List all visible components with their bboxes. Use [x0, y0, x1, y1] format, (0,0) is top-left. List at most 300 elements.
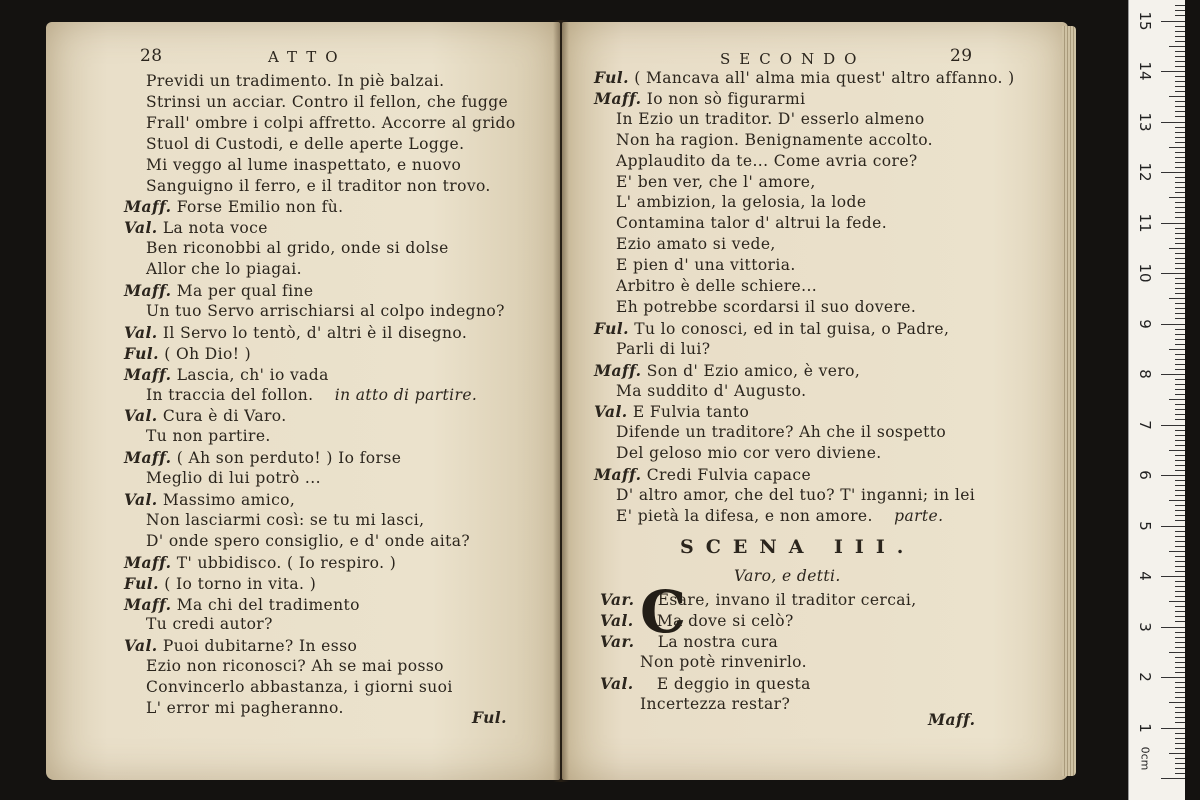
ruler-tick — [1175, 455, 1185, 456]
ruler-tick — [1175, 768, 1185, 769]
ruler-tick — [1175, 667, 1185, 668]
text-line — [616, 340, 710, 358]
speaker-label: Maff. — [124, 448, 172, 468]
speaker-label: Val. — [594, 402, 628, 422]
ruler-tick — [1175, 303, 1185, 304]
ruler-label: 13 — [1136, 111, 1154, 132]
ruler-tick — [1175, 364, 1185, 365]
ruler-tick — [1175, 758, 1185, 759]
ruler-tick — [1175, 566, 1185, 567]
ruler-tick — [1175, 61, 1185, 62]
ruler-tick — [1175, 233, 1185, 234]
text-line — [146, 678, 453, 696]
ruler-tick — [1175, 465, 1185, 466]
verse-text: Contamina talor d' altrui la fede. — [616, 214, 888, 233]
verse-text: Puoi dubitarne? In esso — [162, 637, 358, 656]
verse-text: Ma per qual fine — [176, 282, 314, 300]
ruler-tick — [1175, 647, 1185, 648]
ruler-tick — [1175, 707, 1185, 708]
right-page-number: 29 — [950, 46, 973, 66]
speaker-label: Var. — [600, 631, 635, 651]
scene-characters: Varo, e detti. — [734, 567, 841, 585]
verse-text: Allor che lo piagai. — [146, 260, 302, 279]
ruler-tick — [1175, 445, 1185, 446]
ruler-tick — [1161, 778, 1185, 779]
text-line — [146, 177, 491, 195]
ruler-tick — [1169, 298, 1185, 299]
ruler-label: 2 — [1136, 672, 1154, 682]
ruler-tick — [1175, 430, 1185, 431]
verse-text: Frall' ombre i colpi affretto. Accorre al grido — [146, 113, 516, 132]
ruler-tick — [1175, 409, 1185, 410]
page-edges — [1062, 26, 1076, 776]
ruler-tick — [1175, 263, 1185, 264]
ruler-tick — [1175, 697, 1185, 698]
speaker-label: Maff. — [594, 360, 642, 380]
verse-text: Non potè rinvenirlo. — [640, 652, 807, 671]
ruler-tick — [1175, 258, 1185, 259]
ruler-tick — [1175, 187, 1185, 188]
speaker-label: Val. — [124, 636, 158, 656]
ruler-tick — [1175, 541, 1185, 542]
text-line — [622, 695, 790, 713]
text-line — [600, 632, 778, 651]
verse-text: D' onde spero consiglio, e d' onde aita? — [146, 531, 471, 550]
ruler-tick — [1161, 324, 1185, 325]
ruler-tick — [1175, 748, 1185, 749]
measurement-ruler — [1128, 0, 1185, 800]
ruler-tick — [1175, 414, 1185, 415]
speaker-label: Val. — [124, 322, 158, 342]
ruler-tick — [1175, 672, 1185, 673]
ruler-tick — [1169, 753, 1185, 754]
ruler-tick — [1175, 682, 1185, 683]
ruler-tick — [1175, 712, 1185, 713]
speaker-label: Ful. — [594, 68, 629, 87]
ruler-tick — [1169, 96, 1185, 97]
ruler-tick — [1161, 122, 1185, 123]
ruler-tick — [1161, 677, 1185, 678]
stage-direction: in atto di partire. — [313, 385, 478, 404]
ruler-label: 10 — [1136, 263, 1154, 283]
verse-text: In traccia del follon. — [146, 385, 314, 404]
ruler-tick — [1175, 743, 1185, 744]
ruler-tick — [1175, 288, 1185, 289]
verse-text: Applaudito da te... Come avria core? — [616, 151, 918, 170]
verse-text: Ma suddito d' Augusto. — [616, 381, 807, 400]
ruler-tick — [1169, 399, 1185, 400]
verse-text: Convincerlo abbastanza, i giorni suoi — [146, 678, 453, 697]
ruler-tick — [1169, 652, 1185, 653]
text-line — [616, 444, 882, 462]
speaker-label: Val. — [124, 218, 158, 238]
verse-text: Credi Fulvia capace — [646, 466, 812, 485]
ruler-tick — [1161, 728, 1185, 729]
text-line — [146, 239, 449, 257]
ruler-tick — [1175, 531, 1185, 532]
text-line — [124, 344, 251, 363]
verse-text: Parli di lui? — [616, 339, 711, 358]
verse-text: ( Mancava all' alma mia quest' altro affanno. ) — [634, 69, 1015, 87]
ruler-tick — [1175, 616, 1185, 617]
ruler-tick — [1175, 586, 1185, 587]
speaker-label: Maff. — [594, 88, 642, 108]
ruler-tick — [1175, 662, 1185, 663]
verse-text: Tu non partire. — [146, 427, 271, 446]
ruler-tick — [1175, 10, 1185, 11]
verse-text: Ezio non riconosci? Ah se mai posso — [146, 657, 444, 676]
text-line — [124, 553, 396, 572]
ruler-tick — [1175, 81, 1185, 82]
text-line — [124, 281, 313, 300]
verse-text: Sanguigno il ferro, e il traditor non trovo. — [146, 176, 491, 195]
right-catchword: Maff. — [928, 710, 976, 729]
text-line — [124, 365, 329, 384]
verse-text: Forse Emilio non fù. — [176, 198, 344, 217]
ruler-tick — [1169, 551, 1185, 552]
text-line — [146, 657, 444, 675]
text-line — [146, 302, 505, 320]
verse-text: La nota voce — [162, 219, 268, 238]
speaker-label: Maff. — [124, 281, 172, 300]
text-line — [146, 511, 424, 529]
ruler-tick — [1175, 733, 1185, 734]
ruler-tick — [1175, 505, 1185, 506]
ruler-label: 7 — [1136, 419, 1154, 430]
scene-title: SCENA III. — [680, 536, 916, 558]
ruler-tick — [1175, 546, 1185, 547]
text-line — [124, 406, 287, 425]
left-running-header: ATTO — [268, 48, 347, 66]
text-line — [124, 323, 467, 342]
verse-text: ( Oh Dio! ) — [164, 344, 252, 363]
ruler-label: 12 — [1136, 162, 1154, 182]
ruler-tick — [1175, 354, 1185, 355]
text-line — [124, 636, 357, 655]
ruler-tick — [1175, 76, 1185, 77]
ruler-tick — [1175, 162, 1185, 163]
ruler-tick — [1175, 253, 1185, 254]
verse-text: La nostra cura — [657, 632, 779, 651]
text-line — [124, 595, 360, 614]
ruler-label: 14 — [1136, 61, 1154, 81]
ruler-tick — [1175, 26, 1185, 27]
ruler-tick — [1175, 142, 1185, 143]
ruler-tick — [1175, 308, 1185, 309]
right-running-header: SECONDO — [720, 50, 866, 68]
ruler-tick — [1175, 561, 1185, 562]
ruler-label: 6 — [1136, 470, 1154, 480]
ruler-tick — [1175, 268, 1185, 269]
ruler-tick — [1175, 41, 1185, 42]
text-line — [146, 532, 470, 550]
ruler-tick — [1161, 223, 1185, 224]
ruler-tick — [1175, 344, 1185, 345]
text-line — [146, 427, 271, 445]
speaker-label: Val. — [600, 610, 634, 630]
text-line — [600, 674, 811, 693]
ruler-tick — [1175, 717, 1185, 718]
ruler-tick — [1175, 202, 1185, 203]
ruler-tick — [1175, 394, 1185, 395]
ruler-label: 8 — [1136, 369, 1154, 379]
verse-text: Io non sò figurarmi — [646, 89, 806, 108]
ruler-tick — [1175, 369, 1185, 370]
speaker-label: Var. — [600, 590, 635, 609]
text-line — [146, 260, 302, 278]
ruler-tick — [1175, 359, 1185, 360]
ruler-tick — [1169, 500, 1185, 501]
verse-text: Tu credi autor? — [146, 615, 273, 634]
text-line — [124, 574, 316, 593]
ruler-tick — [1175, 510, 1185, 511]
ruler-tick — [1175, 490, 1185, 491]
text-line — [616, 382, 806, 400]
ruler-tick — [1161, 425, 1185, 426]
speaker-label: Maff. — [124, 364, 172, 384]
text-line — [616, 214, 887, 232]
verse-text: E deggio in questa — [656, 674, 811, 693]
ruler-tick — [1175, 520, 1185, 521]
ruler-tick — [1175, 106, 1185, 107]
ruler-tick — [1175, 419, 1185, 420]
ruler-tick — [1161, 71, 1185, 72]
ruler-tick — [1175, 101, 1185, 102]
ruler-tick — [1169, 601, 1185, 602]
ruler-tick — [1169, 702, 1185, 703]
ruler-tick — [1175, 763, 1185, 764]
text-line — [146, 469, 321, 487]
ruler-tick — [1161, 475, 1185, 476]
ruler-tick — [1169, 147, 1185, 148]
verse-text: ( Io torno in vita. ) — [164, 574, 317, 593]
verse-text: L' error mi pagheranno. — [146, 699, 344, 717]
ruler-tick — [1175, 440, 1185, 441]
text-line — [616, 277, 817, 295]
text-line — [616, 423, 946, 441]
text-line — [124, 490, 295, 509]
ruler-tick — [1175, 687, 1185, 688]
text-line — [616, 173, 816, 191]
ruler-tick — [1175, 329, 1185, 330]
ruler-tick — [1175, 278, 1185, 279]
ruler-tick — [1175, 404, 1185, 405]
ruler-label: 9 — [1136, 318, 1154, 329]
verse-text: L' ambizion, la gelosia, la lode — [616, 193, 867, 212]
ruler-tick — [1175, 637, 1185, 638]
text-line — [146, 156, 461, 174]
text-line — [622, 653, 807, 671]
text-line — [146, 386, 477, 404]
left-catchword: Ful. — [472, 708, 507, 727]
text-line — [594, 361, 860, 380]
speaker-label: Maff. — [124, 197, 172, 217]
ruler-tick — [1175, 591, 1185, 592]
ruler-tick — [1169, 248, 1185, 249]
text-line — [600, 590, 917, 609]
ruler-tick — [1175, 152, 1185, 153]
speaker-label: Maff. — [594, 465, 642, 485]
verse-text: Del geloso mio cor vero diviene. — [616, 444, 882, 463]
text-line — [600, 611, 794, 630]
ruler-tick — [1161, 627, 1185, 628]
ruler-tick — [1175, 435, 1185, 436]
verse-text: E' pietà la difesa, e non amore. — [616, 506, 873, 525]
verse-text: E pien d' una vittoria. — [616, 256, 796, 275]
text-line — [594, 465, 811, 484]
ruler-tick — [1175, 56, 1185, 57]
ruler-label: 3 — [1136, 621, 1154, 632]
ruler-tick — [1175, 243, 1185, 244]
text-line — [616, 486, 975, 504]
ruler-tick — [1175, 485, 1185, 486]
ruler-tick — [1161, 374, 1185, 375]
ruler-tick — [1169, 46, 1185, 47]
ruler-tick — [1175, 238, 1185, 239]
verse-text: Lascia, ch' io vada — [176, 365, 329, 384]
ruler-tick — [1175, 228, 1185, 229]
text-line — [594, 68, 1015, 87]
verse-text: Massimo amico, — [162, 491, 296, 509]
text-line — [146, 72, 444, 90]
ruler-tick — [1175, 86, 1185, 87]
ruler-tick — [1175, 111, 1185, 112]
text-line — [616, 193, 866, 211]
ruler-label: 1 — [1136, 722, 1154, 733]
ruler-tick — [1175, 515, 1185, 516]
verse-text: Incertezza restar? — [640, 694, 791, 713]
ruler-tick — [1175, 556, 1185, 557]
speaker-label: Val. — [124, 406, 158, 426]
verse-text: E Fulvia tanto — [632, 403, 750, 422]
ruler-tick — [1175, 293, 1185, 294]
text-line — [146, 114, 516, 132]
stage-direction: parte. — [872, 506, 944, 525]
text-line — [616, 131, 933, 149]
speaker-label: Ful. — [124, 343, 159, 363]
text-line — [146, 699, 344, 717]
ruler-tick — [1175, 212, 1185, 213]
text-line — [594, 89, 805, 108]
ruler-tick — [1175, 167, 1185, 168]
ruler-tick — [1175, 15, 1185, 16]
ruler-tick — [1175, 642, 1185, 643]
ruler-tick — [1169, 349, 1185, 350]
text-line — [616, 507, 943, 525]
speaker-label: Maff. — [124, 594, 172, 614]
verse-text: Meglio di lui potrò ... — [146, 469, 321, 488]
verse-text: Son d' Ezio amico, è vero, — [646, 361, 861, 380]
ruler-tick — [1175, 657, 1185, 658]
ruler-tick — [1175, 177, 1185, 178]
ruler-label: 5 — [1136, 520, 1154, 531]
ruler-tick — [1169, 450, 1185, 451]
ruler-tick — [1175, 207, 1185, 208]
text-line — [146, 135, 464, 153]
verse-text: Stuol di Custodi, e delle aperte Logge. — [146, 134, 465, 153]
ruler-tick — [1175, 339, 1185, 340]
text-line — [146, 93, 508, 111]
left-page — [46, 22, 560, 780]
text-line — [616, 235, 776, 253]
verse-text: Arbitro è delle schiere... — [616, 277, 818, 295]
verse-text: Cura è di Varo. — [162, 407, 287, 426]
verse-text: Il Servo lo tentò, d' altri è il disegno. — [162, 323, 468, 342]
ruler-tick — [1175, 480, 1185, 481]
ruler-tick — [1175, 692, 1185, 693]
verse-text: Difende un traditore? Ah che il sospetto — [616, 423, 947, 442]
ruler-tick — [1175, 182, 1185, 183]
ruler-tick — [1175, 495, 1185, 496]
verse-text: Previdi un tradimento. In piè balzai. — [146, 72, 445, 90]
speaker-label: Ful. — [594, 318, 629, 338]
ruler-tick — [1175, 611, 1185, 612]
speaker-label: Val. — [124, 490, 158, 509]
left-page-number: 28 — [140, 46, 163, 66]
ruler-tick — [1175, 389, 1185, 390]
ruler-tick — [1175, 116, 1185, 117]
ruler-tick — [1161, 576, 1185, 577]
ruler-tick — [1175, 51, 1185, 52]
ruler-tick — [1161, 21, 1185, 22]
text-line — [594, 402, 749, 421]
ruler-tick — [1175, 379, 1185, 380]
verse-text: T' ubbidisco. ( Io respiro. ) — [176, 553, 397, 572]
ruler-tick — [1175, 217, 1185, 218]
verse-text: In Ezio un traditor. D' esserlo almeno — [616, 109, 925, 128]
ruler-tick — [1175, 5, 1185, 6]
text-line — [616, 256, 796, 274]
ruler-tick — [1175, 132, 1185, 133]
drop-cap: C — [640, 578, 687, 646]
ruler-tick — [1169, 197, 1185, 198]
ruler-tick — [1175, 127, 1185, 128]
ruler-tick — [1175, 334, 1185, 335]
ruler-tick — [1175, 36, 1185, 37]
right-page — [562, 22, 1068, 780]
ruler-tick — [1175, 536, 1185, 537]
text-line — [616, 110, 925, 128]
ruler-tick — [1175, 66, 1185, 67]
text-line — [616, 152, 918, 170]
ruler-label: 15 — [1136, 10, 1154, 31]
verse-text: Ma chi del tradimento — [176, 595, 360, 614]
verse-text: Eh potrebbe scordarsi il suo dovere. — [616, 297, 917, 316]
ruler-tick — [1175, 31, 1185, 32]
ruler-tick — [1175, 738, 1185, 739]
ruler-tick — [1175, 318, 1185, 319]
ruler-tick — [1175, 606, 1185, 607]
verse-text: Tu lo conosci, ed in tal guisa, o Padre, — [634, 319, 950, 338]
text-line — [616, 298, 916, 316]
verse-text: Un tuo Servo arrischiarsi al colpo indegno? — [146, 301, 505, 320]
verse-text: D' altro amor, che del tuo? T' inganni; in lei — [616, 486, 976, 504]
verse-text: Esare, invano il traditor cercai, — [657, 591, 917, 609]
verse-text: ( Ah son perduto! ) Io forse — [176, 449, 402, 468]
ruler-tick — [1175, 632, 1185, 633]
ruler-tick — [1175, 596, 1185, 597]
speaker-label: Val. — [600, 673, 634, 693]
ruler-tick — [1175, 157, 1185, 158]
ruler-tick — [1175, 384, 1185, 385]
verse-text: Non lasciarmi così: se tu mi lasci, — [146, 510, 425, 529]
ruler-tick — [1175, 571, 1185, 572]
book-gutter-shadow — [553, 20, 569, 782]
ruler-tick — [1175, 581, 1185, 582]
text-line — [146, 615, 273, 633]
ruler-label: 11 — [1136, 212, 1154, 233]
verse-text: Ma dove si celò? — [656, 611, 794, 630]
